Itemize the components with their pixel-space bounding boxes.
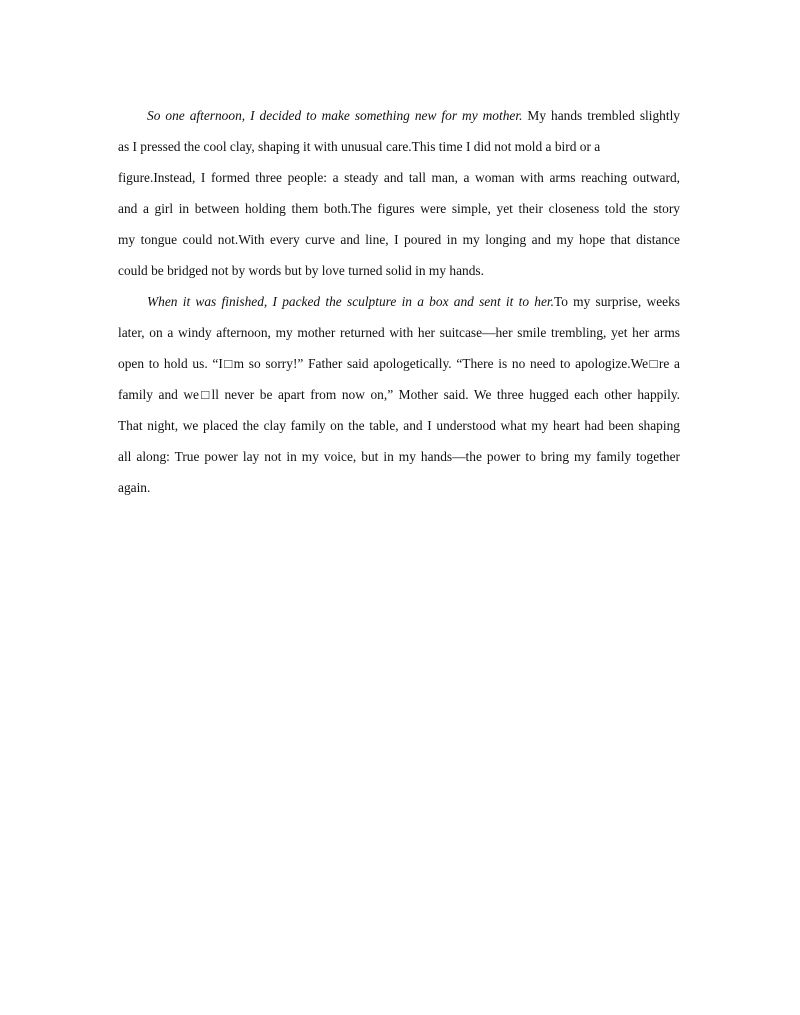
italic-phrase: So one afternoon, I decided to make something new for my mother. <box>147 108 523 123</box>
paragraph-2-line-1 <box>118 286 680 317</box>
paragraph-2-line-5: That night, we placed the clay family on the table, and I understood what my heart had been shaping <box>118 418 680 433</box>
paragraph-2-line-4: family and we□ll never be apart from now on,” Mother said. We three hugged each other happily. <box>118 387 680 402</box>
paragraph-1-line-1 <box>118 100 680 131</box>
text-span: To my surprise, weeks <box>553 294 680 309</box>
paragraph-2-line-3: open to hold us. “I□m so sorry!” Father said apologetically. “There is no need to apologize.We□re a <box>118 356 680 371</box>
document-body <box>118 100 680 503</box>
paragraph-1-line-3: figure.Instead, I formed three people: a steady and tall man, a woman with arms reaching outward, <box>118 170 680 185</box>
paragraph-2-line-7: again. <box>118 480 151 495</box>
paragraph-1-line-6: could be bridged not by words but by love turned solid in my hands. <box>118 263 484 278</box>
paragraph-1-line-4: and a girl in between holding them both.The figures were simple, yet their closeness told the story <box>118 201 680 216</box>
text-span: My hands trembled slightly <box>522 108 681 123</box>
paragraph-1-line-2: as I pressed the cool clay, shaping it with unusual care.This time I did not mold a bird or a <box>118 139 601 154</box>
italic-phrase: When it was finished, I packed the sculpture in a box and sent it to her. <box>147 294 554 309</box>
paragraph-2-line-2: later, on a windy afternoon, my mother returned with her suitcase—her smile trembling, yet her arms <box>118 325 680 340</box>
paragraph-1-line-5: my tongue could not.With every curve and line, I poured in my longing and my hope that distance <box>118 232 680 247</box>
paragraph-2-line-6: all along: True power lay not in my voice, but in my hands—the power to bring my family together <box>118 449 680 464</box>
